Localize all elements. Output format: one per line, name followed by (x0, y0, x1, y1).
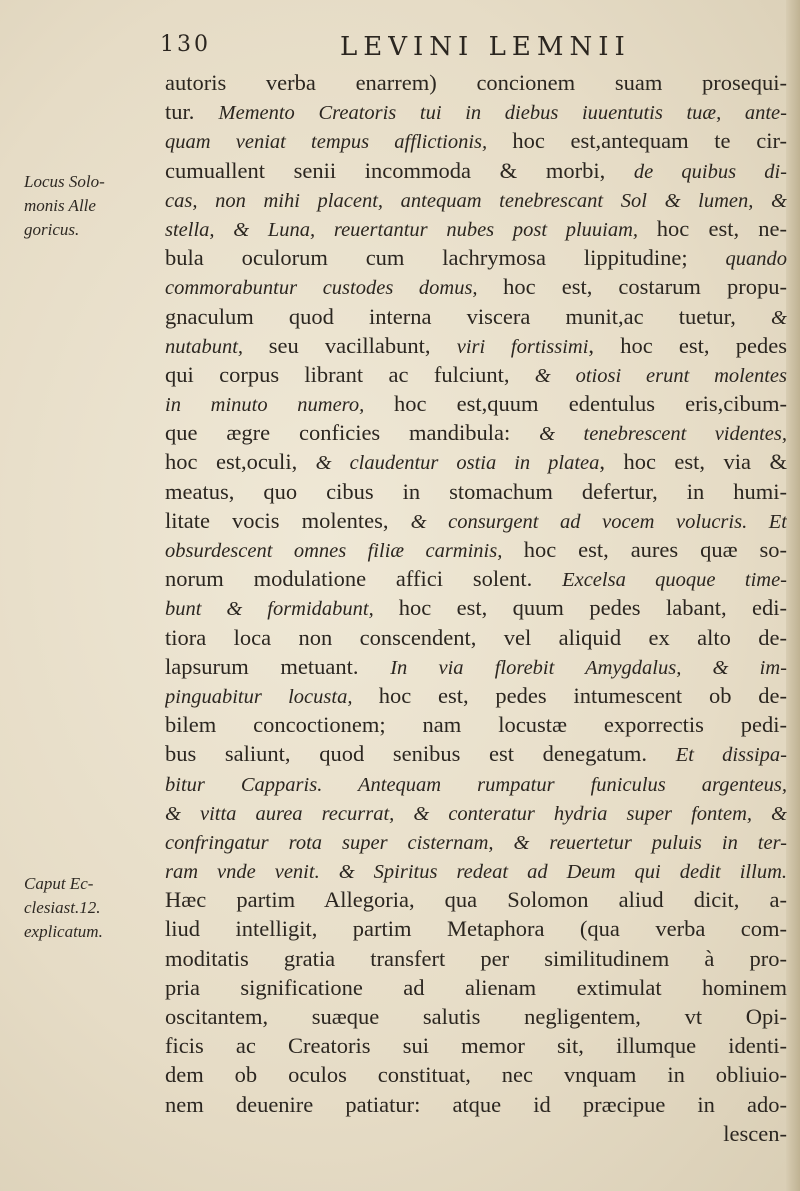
page-number: 130 (160, 32, 211, 57)
text-line (165, 798, 787, 827)
page-edge (786, 0, 800, 1191)
roman-text: qui corpus librant ac fulciunt, (165, 361, 535, 387)
italic-text: commorabuntur custodes domus, (165, 277, 504, 300)
text-line (165, 506, 787, 535)
roman-text: oscitantem, suæque salutis negligentem, vt Opi- (165, 1004, 787, 1029)
text-line (165, 68, 787, 97)
text-line (165, 360, 787, 389)
text-line (165, 389, 787, 418)
text-line (165, 214, 787, 243)
margin-note-line: Locus Solo- (24, 172, 105, 191)
text-line (165, 564, 787, 593)
text-line (165, 1002, 787, 1031)
italic-text: Memento Creatoris tui in diebus iuuentutis tuæ, ante- (218, 102, 787, 125)
italic-text: obsurdescent omnes filiæ carminis, (165, 540, 524, 562)
italic-text: & claudentur ostia in platea (315, 452, 600, 475)
roman-text: nem deuenire patiatur: atque id præcipue in ado- (165, 1091, 787, 1117)
margin-note-line: monis Alle (24, 196, 96, 215)
roman-text: bus saliunt, quod senibus est denegatum. (165, 741, 676, 767)
italic-text: nutabunt, (165, 335, 269, 358)
italic-text: Excelsa quoque time- (562, 569, 787, 592)
running-header (160, 32, 760, 68)
text-line (165, 885, 787, 914)
text-line (165, 1060, 787, 1089)
italic-text: bunt & formidabunt, (165, 598, 399, 621)
italic-text: in minuto numero, (165, 394, 394, 417)
text-line (165, 97, 787, 126)
italic-text: & (771, 306, 787, 329)
margin-note-line: explicatum. (24, 922, 103, 941)
text-line (165, 1119, 787, 1148)
italic-text: ram vnde venit. & Spiritus redeat ad Deum qui dedit illum. (165, 861, 787, 884)
italic-text: & vitta aurea recurrat, & conteratur hydria super fontem, & (165, 802, 787, 825)
roman-text: meatus, quo cibus in stomachum defertur, in humi- (165, 478, 787, 504)
roman-text: que ægre conficies mandibula: (165, 420, 540, 446)
roman-text: hoc est, ne- (656, 215, 787, 241)
text-line (165, 827, 787, 856)
roman-text: hoc est, quum pedes labant, edi- (398, 595, 787, 621)
roman-text: seu vacillabunt, (268, 332, 457, 358)
margin-note-line: goricus. (24, 220, 80, 239)
text-line (165, 1031, 787, 1060)
italic-text: & tenebrescent videntes, (539, 423, 787, 446)
roman-text: liud intelligit, partim Metaphora (qua verba com- (165, 916, 787, 942)
text-line (165, 302, 787, 331)
roman-text: hoc est, costarum propu- (503, 274, 787, 300)
roman-text: cumuallent senii incommoda & morbi, (165, 157, 634, 183)
text-line (165, 739, 787, 768)
roman-text: tiora loca non conscendent, vel aliquid ex alto de- (165, 624, 787, 650)
roman-text: ficis ac Creatoris sui memor sit, illumque identi- (165, 1033, 787, 1059)
text-line (165, 914, 787, 943)
text-line (165, 623, 787, 652)
text-line (165, 156, 787, 185)
text-line (165, 973, 787, 1002)
roman-text: , hoc est, pedes (588, 332, 787, 358)
roman-text: hoc est,oculi, (165, 449, 316, 475)
roman-text: lescen- (723, 1120, 787, 1146)
text-line (165, 1090, 787, 1119)
roman-text: Hæc partim Allegoria, qua Solomon aliud dicit, a- (165, 887, 787, 913)
body-text (165, 68, 787, 1148)
italic-text: quam veniat tempus afflictionis, (165, 131, 513, 154)
italic-text: Et dissipa- (675, 744, 787, 767)
roman-text: hoc est,antequam te cir- (512, 128, 787, 154)
text-line (165, 769, 787, 798)
roman-text: moditatis gratia transfert per similitudinem à pro- (165, 945, 787, 971)
roman-text: lapsurum metuant. (165, 653, 391, 679)
roman-text: litate vocis molentes, (165, 507, 411, 533)
roman-text: bilem concoctionem; nam locustæ exporrectis pedi- (165, 712, 787, 738)
text-line (165, 243, 787, 272)
roman-text: norum modulatione affici solent. (165, 566, 563, 592)
italic-text: viri fortissimi (456, 335, 589, 358)
italic-text: de quibus di- (633, 160, 787, 183)
running-title: LEVINI LEMNII (340, 32, 631, 62)
text-line (165, 856, 787, 885)
italic-text: quando (725, 248, 787, 271)
text-line (165, 944, 787, 973)
margin-note (24, 170, 152, 242)
roman-text: hoc est, pedes intumescent ob de- (378, 682, 787, 708)
roman-text: tur. (165, 99, 219, 125)
roman-text: hoc est, aures quæ so- (523, 537, 787, 562)
italic-text: In via florebit Amygdalus, & im- (390, 656, 787, 679)
text-line (165, 447, 787, 476)
text-line (165, 535, 787, 564)
italic-text: pinguabitur locusta, (165, 685, 379, 708)
text-line (165, 418, 787, 447)
text-line (165, 477, 787, 506)
text-line (165, 593, 787, 622)
text-line (165, 272, 787, 301)
text-line (165, 185, 787, 214)
italic-text: confringatur rota super cisternam, & reuertetur puluis in ter- (165, 831, 787, 854)
text-line (165, 710, 787, 739)
italic-text: bitur Capparis. Antequam rumpatur funiculus argenteus, (165, 773, 787, 796)
roman-text: hoc est,quum edentulus eris,cibum- (393, 391, 787, 417)
roman-text: dem ob oculos constituat, nec vnquam in obliuio- (165, 1062, 787, 1088)
text-line (165, 681, 787, 710)
text-line (165, 126, 787, 155)
italic-text: & otiosi erunt molentes (534, 364, 787, 387)
margin-note (24, 872, 152, 944)
italic-text: & consurgent ad vocem volucris. Et (410, 510, 787, 533)
roman-text: autoris verba enarrem) concionem suam prosequi- (165, 70, 787, 95)
roman-text: , hoc est, via & (599, 449, 787, 475)
italic-text: stella, & Luna, reuertantur nubes post pluuiam, (165, 218, 657, 241)
text-line (165, 331, 787, 360)
roman-text: pria significatione ad alienam extimulat hominem (165, 974, 787, 1000)
roman-text: bula oculorum cum lachrymosa lippitudine; (165, 245, 726, 271)
italic-text: cas, non mihi placent, antequam tenebrescant Sol & lumen, & (165, 189, 787, 212)
margin-note-line: Caput Ec- (24, 874, 94, 893)
roman-text: gnaculum quod interna viscera munit,ac tuetur, (165, 303, 772, 329)
margin-note-line: clesiast.12. (24, 898, 101, 917)
text-line (165, 652, 787, 681)
